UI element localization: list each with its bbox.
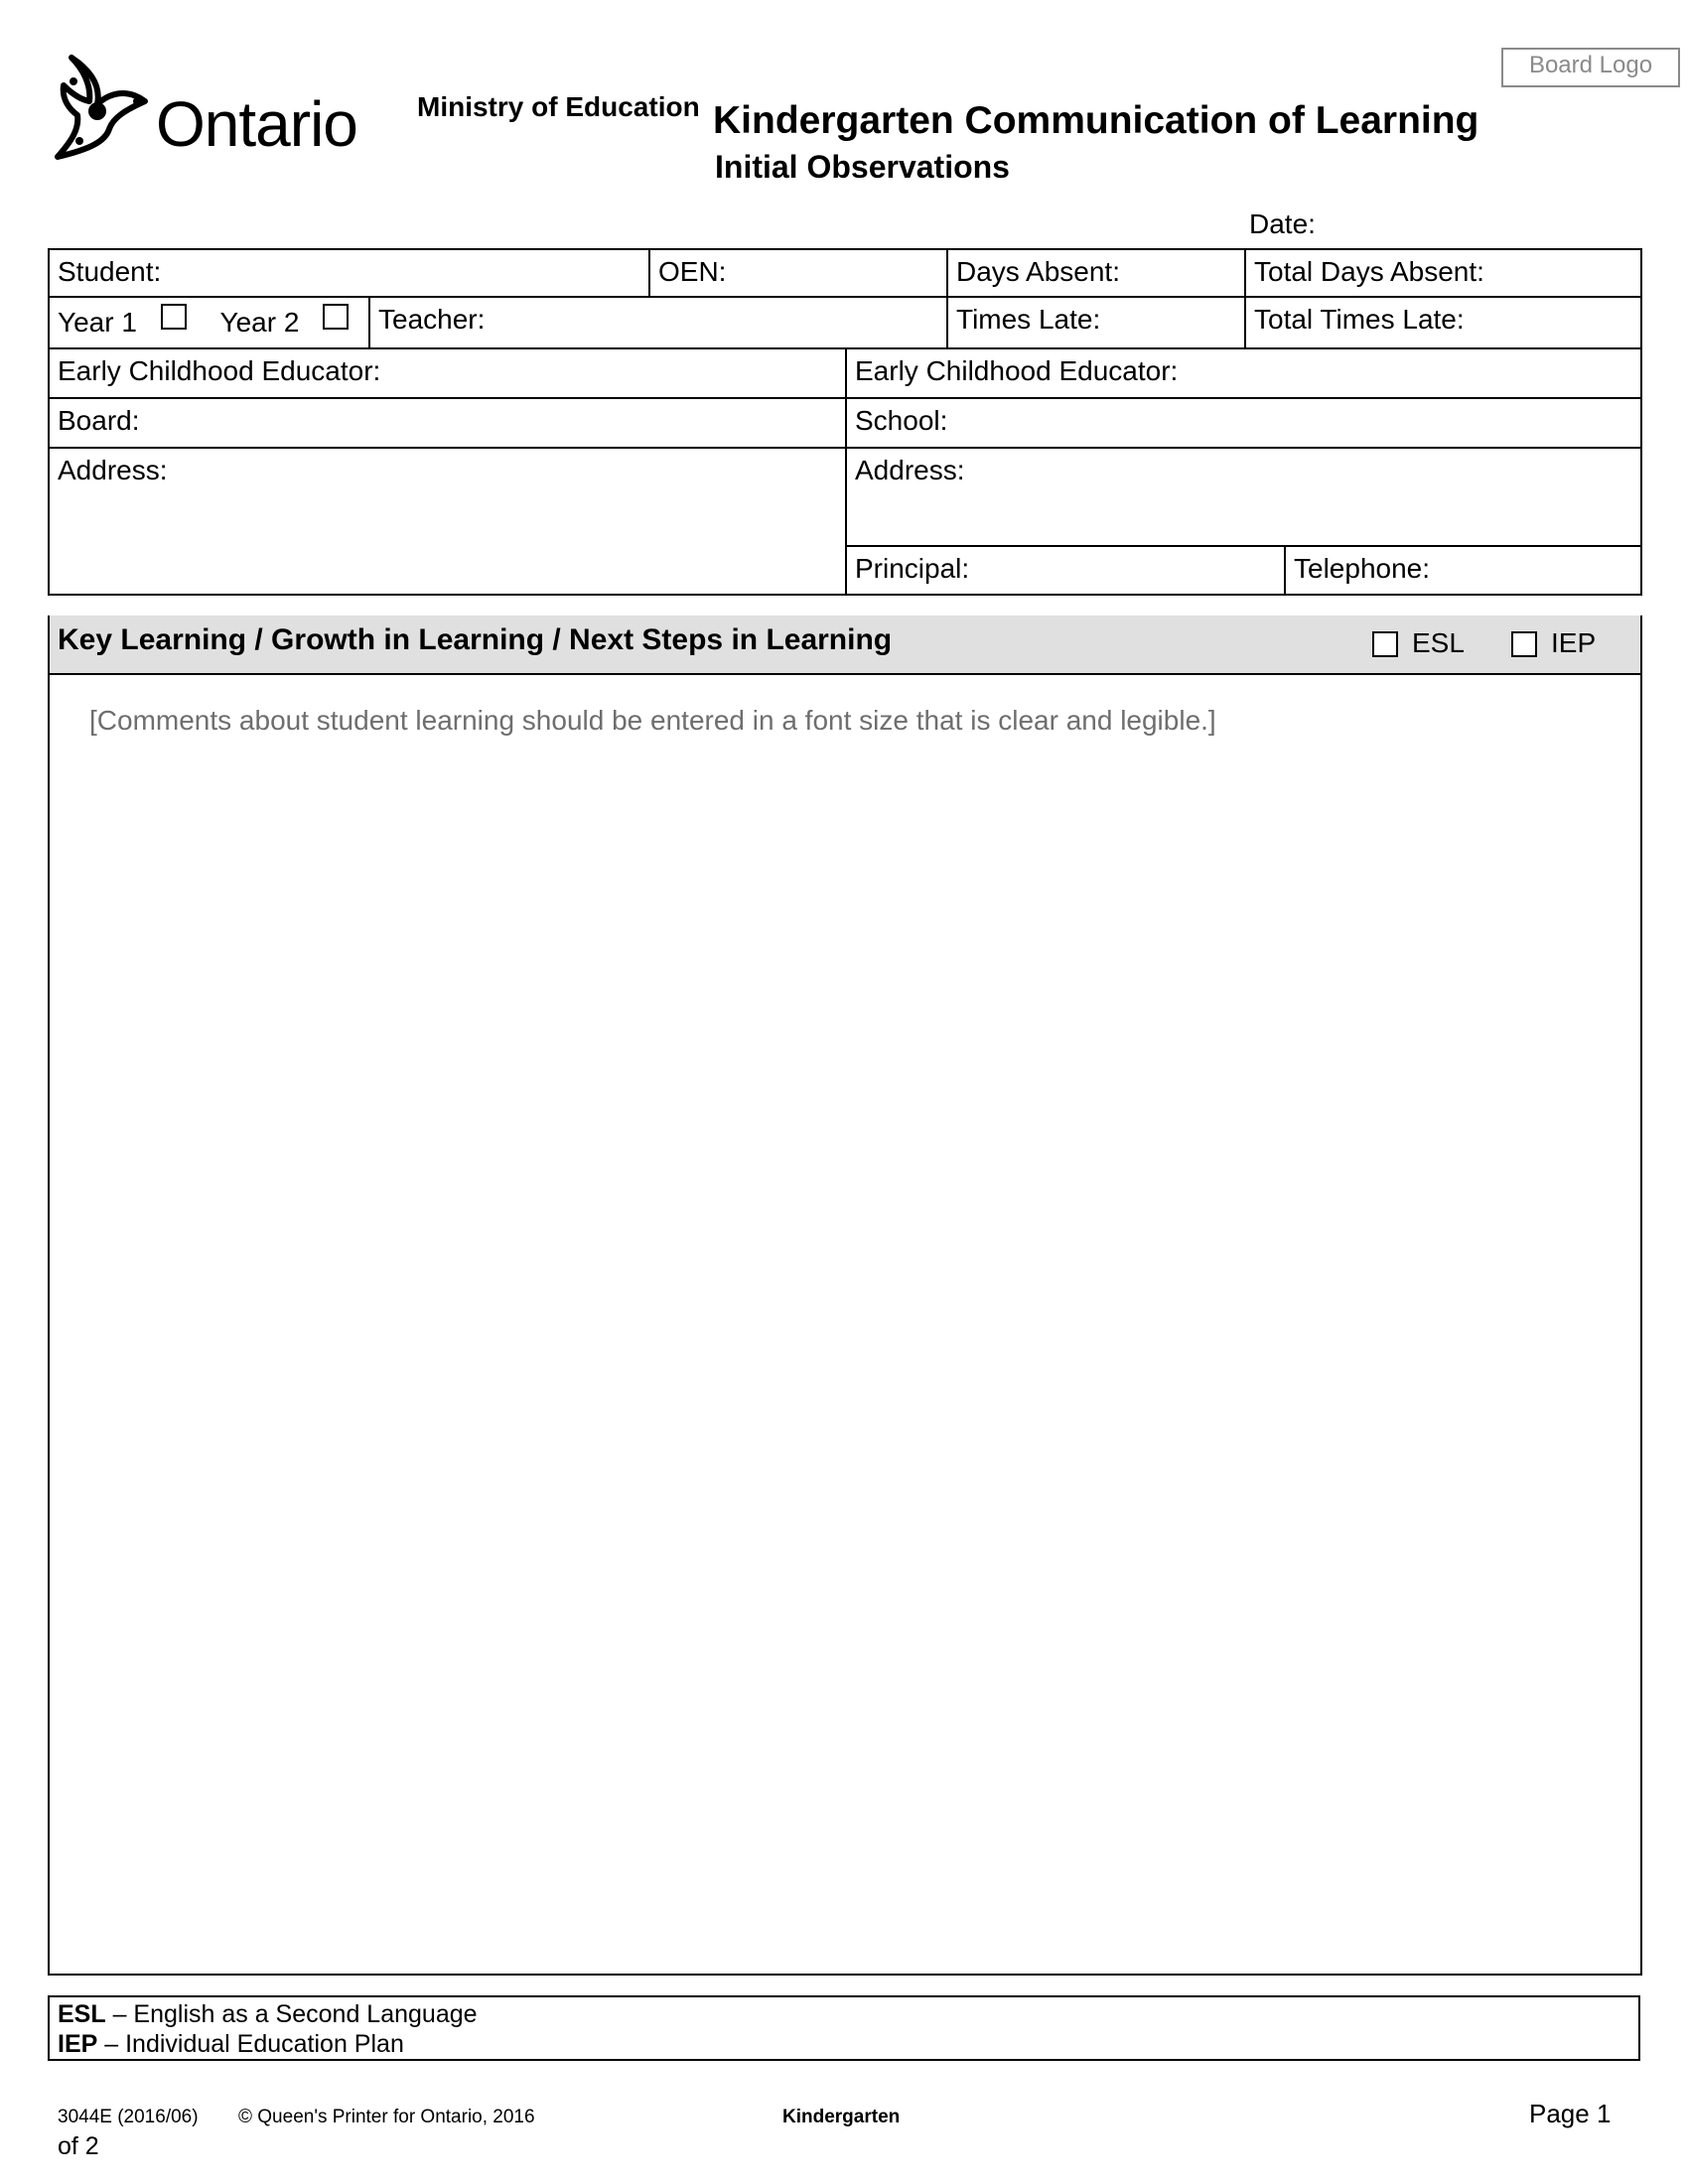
section-heading: Key Learning / Growth in Learning / Next Steps in Learning (58, 623, 893, 656)
copyright: © Queen's Printer for Ontario, 2016 (238, 2107, 535, 2127)
date-field[interactable]: Date: (1249, 208, 1316, 239)
times-late-field[interactable]: Times Late: (946, 296, 1246, 349)
year2-label: Year 2 (219, 307, 300, 338)
address-left-field[interactable]: Address: (48, 447, 847, 596)
teacher-field[interactable]: Teacher: (368, 296, 948, 349)
total-days-absent-field[interactable]: Total Days Absent: (1244, 248, 1642, 298)
days-absent-field[interactable]: Days Absent: (946, 248, 1246, 298)
year1-checkbox[interactable] (161, 304, 187, 330)
legend-esl: ESL – English as a Second Language (58, 2000, 478, 2028)
student-field[interactable]: Student: (48, 248, 650, 298)
ontario-wordmark: Ontario (156, 88, 357, 160)
ece-right-field[interactable]: Early Childhood Educator: (845, 347, 1642, 399)
board-logo-placeholder: Board Logo (1501, 48, 1680, 87)
iep-label: IEP (1551, 627, 1597, 658)
oen-field[interactable]: OEN: (648, 248, 948, 298)
abbreviation-legend (48, 1995, 1640, 2061)
year2-checkbox[interactable] (323, 304, 349, 330)
principal-field[interactable]: Principal: (845, 545, 1286, 596)
year-select (48, 296, 370, 349)
comments-area[interactable] (50, 675, 1640, 1974)
ece-left-field[interactable]: Early Childhood Educator: (48, 347, 847, 399)
page-total: of 2 (58, 2132, 99, 2160)
legend-iep: IEP – Individual Education Plan (58, 2030, 404, 2058)
trillium-icon (50, 50, 159, 164)
board-field[interactable]: Board: (48, 397, 847, 449)
year1-label: Year 1 (58, 307, 137, 338)
ontario-logo (50, 50, 377, 164)
form-title: Kindergarten Communication of Learning (713, 99, 1479, 142)
form-subtitle: Initial Observations (715, 149, 1010, 185)
form-code: 3044E (2016/06) (58, 2107, 199, 2127)
telephone-field[interactable]: Telephone: (1284, 545, 1642, 596)
footer-grade: Kindergarten (782, 2107, 901, 2127)
school-field[interactable]: School: (845, 397, 1642, 449)
key-learning-section (48, 615, 1642, 1976)
esl-label: ESL (1412, 627, 1465, 658)
section-header-bar (50, 615, 1640, 675)
iep-checkbox[interactable] (1511, 631, 1537, 657)
esl-checkbox[interactable] (1372, 631, 1398, 657)
ministry-name: Ministry of Education (417, 91, 700, 122)
page-number: Page 1 (1529, 2099, 1612, 2128)
total-times-late-field[interactable]: Total Times Late: (1244, 296, 1642, 349)
address-right-field[interactable]: Address: (845, 447, 1642, 547)
comments-placeholder: [Comments about student learning should be entered in a font size that is clear and legible.] (89, 705, 1216, 736)
